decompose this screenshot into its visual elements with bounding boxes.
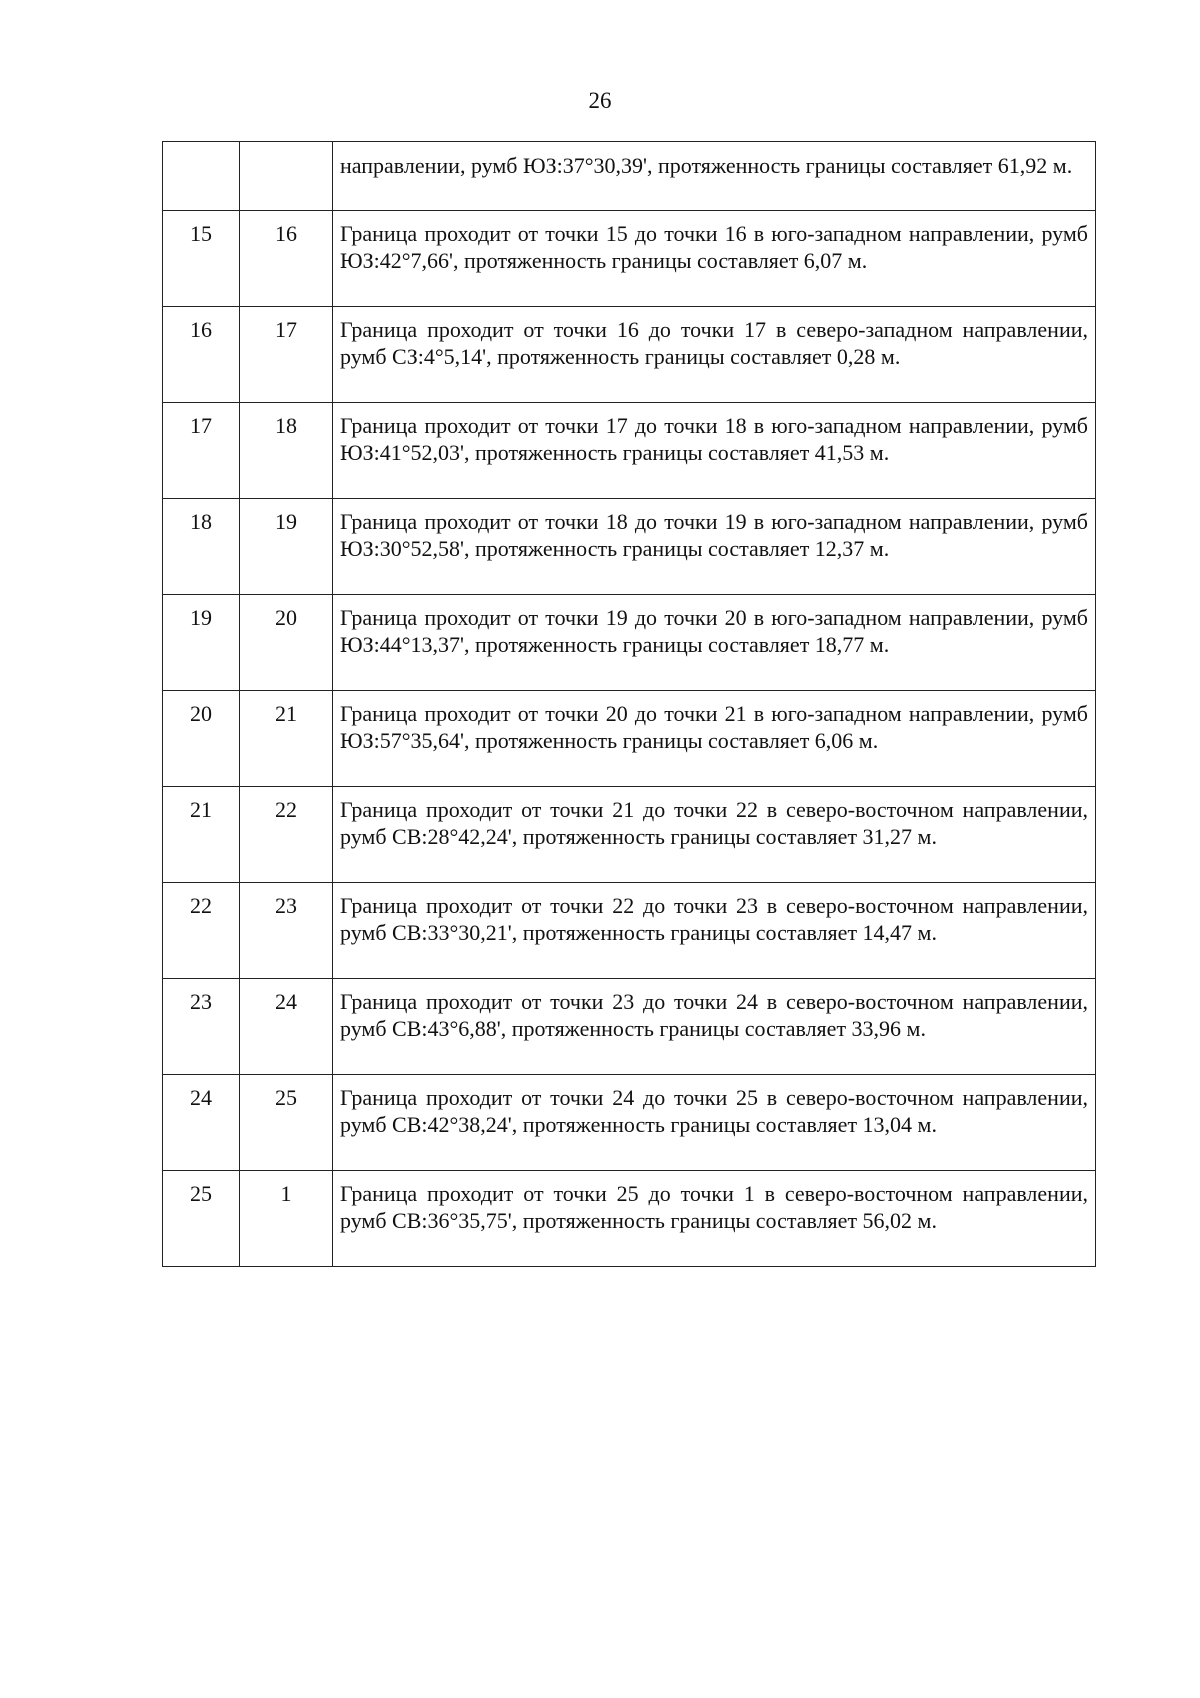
table-row [163, 1075, 1096, 1171]
table-row [163, 979, 1096, 1075]
from-point-cell [163, 142, 240, 211]
to-point-cell: 21 [240, 691, 333, 787]
to-point-cell: 19 [240, 499, 333, 595]
description-cell: направлении, румб ЮЗ:37°30,39', протяженность границы составляет 61,92 м. [333, 142, 1096, 211]
from-point-cell: 18 [163, 499, 240, 595]
description-cell: Граница проходит от точки 16 до точки 17 в северо-западном направлении, румб СЗ:4°5,14', протяженность границы составляет 0,28 м. [333, 307, 1096, 403]
from-point-cell: 21 [163, 787, 240, 883]
to-point-cell: 17 [240, 307, 333, 403]
description-cell: Граница проходит от точки 19 до точки 20 в юго-западном направлении, румб ЮЗ:44°13,37', протяженность границы составляет 18,77 м. [333, 595, 1096, 691]
page-number: 26 [588, 88, 612, 113]
description-cell: Граница проходит от точки 17 до точки 18 в юго-западном направлении, румб ЮЗ:41°52,03', протяженность границы составляет 41,53 м. [333, 403, 1096, 499]
to-point-cell: 18 [240, 403, 333, 499]
description-cell: Граница проходит от точки 21 до точки 22 в северо-восточном направлении, румб СВ:28°42,24', протяженность границы составляет 31,27 м. [333, 787, 1096, 883]
to-point-cell: 24 [240, 979, 333, 1075]
from-point-cell: 25 [163, 1171, 240, 1267]
from-point-cell: 15 [163, 211, 240, 307]
table-row [163, 211, 1096, 307]
to-point-cell: 16 [240, 211, 333, 307]
table-row [163, 1171, 1096, 1267]
table-row [163, 499, 1096, 595]
table-row [163, 691, 1096, 787]
boundary-table [162, 141, 1096, 1267]
table-row [163, 787, 1096, 883]
description-cell: Граница проходит от точки 24 до точки 25 в северо-восточном направлении, румб СВ:42°38,24', протяженность границы составляет 13,04 м. [333, 1075, 1096, 1171]
table-body [163, 142, 1096, 1267]
description-cell: Граница проходит от точки 23 до точки 24 в северо-восточном направлении, румб СВ:43°6,88', протяженность границы составляет 33,96 м. [333, 979, 1096, 1075]
from-point-cell: 23 [163, 979, 240, 1075]
description-cell: Граница проходит от точки 15 до точки 16 в юго-западном направлении, румб ЮЗ:42°7,66', протяженность границы составляет 6,07 м. [333, 211, 1096, 307]
to-point-cell: 23 [240, 883, 333, 979]
from-point-cell: 19 [163, 595, 240, 691]
to-point-cell: 20 [240, 595, 333, 691]
from-point-cell: 16 [163, 307, 240, 403]
from-point-cell: 20 [163, 691, 240, 787]
description-cell: Граница проходит от точки 25 до точки 1 в северо-восточном направлении, румб СВ:36°35,75', протяженность границы составляет 56,02 м. [333, 1171, 1096, 1267]
description-cell: Граница проходит от точки 18 до точки 19 в юго-западном направлении, румб ЮЗ:30°52,58', протяженность границы составляет 12,37 м. [333, 499, 1096, 595]
table-row [163, 307, 1096, 403]
to-point-cell: 25 [240, 1075, 333, 1171]
from-point-cell: 17 [163, 403, 240, 499]
from-point-cell: 22 [163, 883, 240, 979]
description-cell: Граница проходит от точки 20 до точки 21 в юго-западном направлении, румб ЮЗ:57°35,64', протяженность границы составляет 6,06 м. [333, 691, 1096, 787]
to-point-cell: 22 [240, 787, 333, 883]
to-point-cell: 1 [240, 1171, 333, 1267]
table-row [163, 403, 1096, 499]
table-row [163, 883, 1096, 979]
table-row-continuation [163, 142, 1096, 211]
from-point-cell: 24 [163, 1075, 240, 1171]
table-row [163, 595, 1096, 691]
to-point-cell [240, 142, 333, 211]
description-cell: Граница проходит от точки 22 до точки 23 в северо-восточном направлении, румб СВ:33°30,21', протяженность границы составляет 14,47 м. [333, 883, 1096, 979]
